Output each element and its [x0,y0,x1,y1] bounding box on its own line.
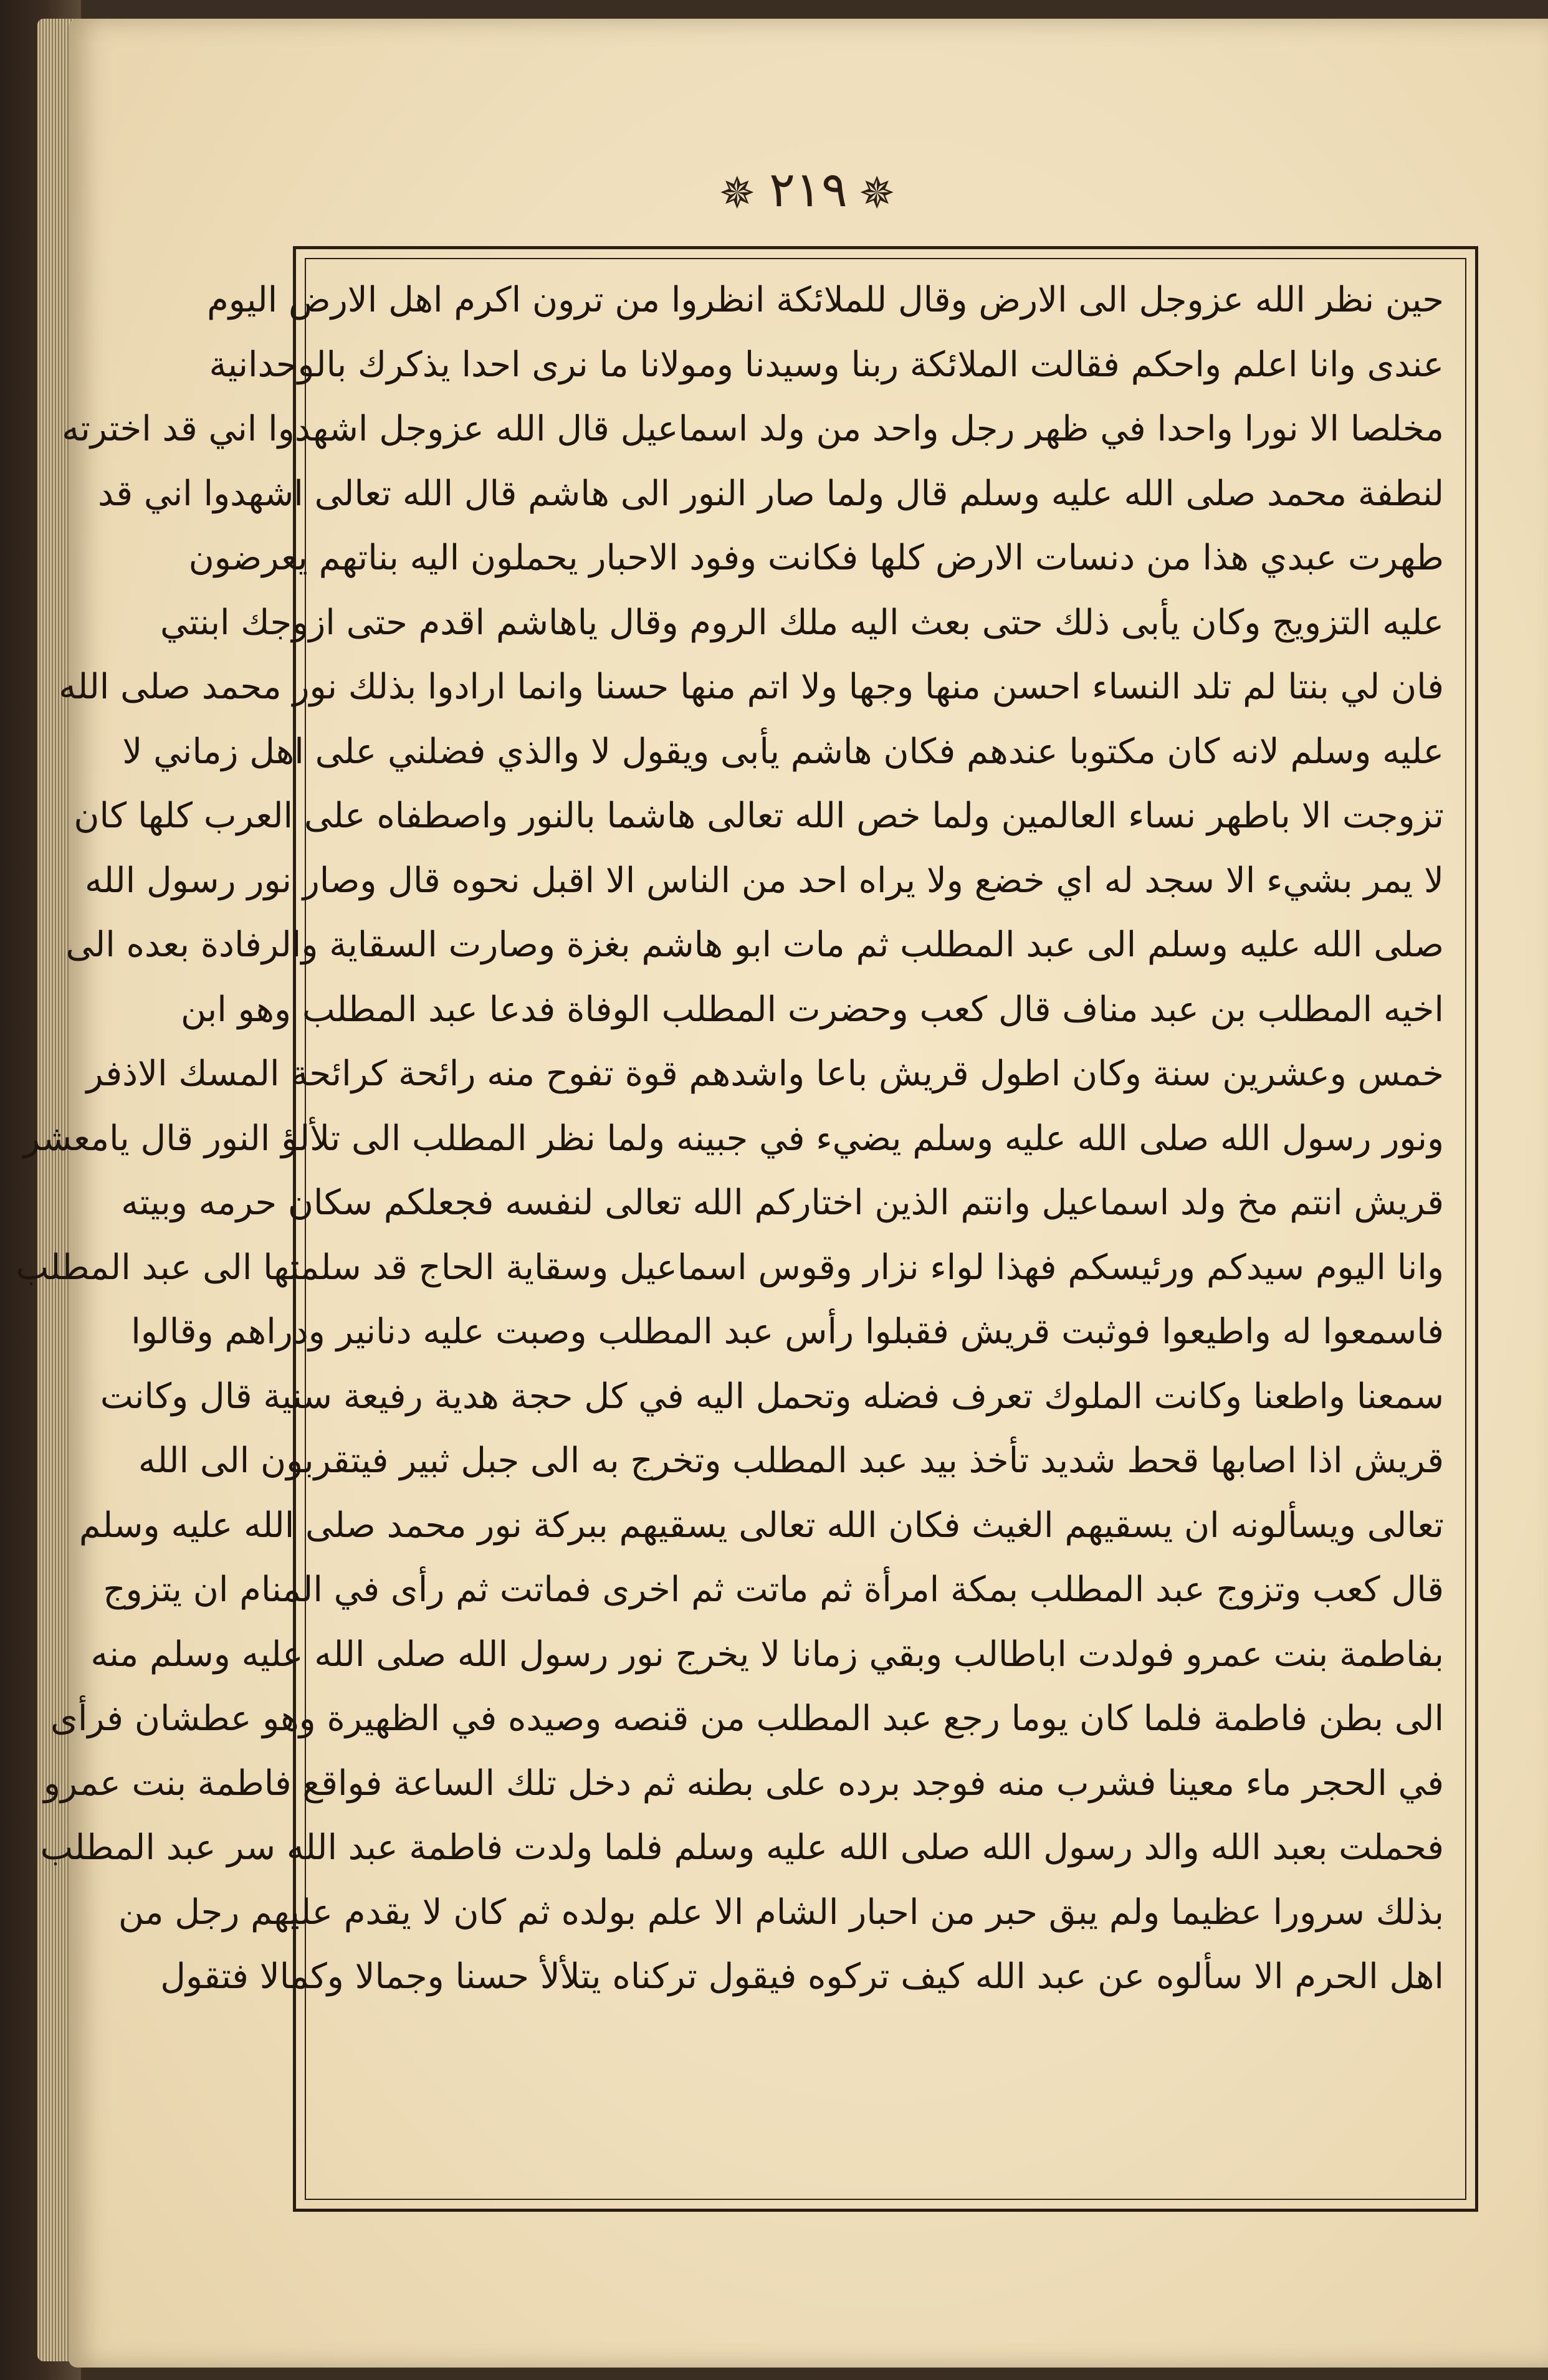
text-line: خمس وعشرين سنة وكان اطول قريش باعا واشدهم قوة تفوح منه رائحة كرائحة المسك الاذفر [86,1054,1444,1094]
book-page [16,19,1548,2368]
text-line: عليه وسلم لانه كان مكتوبا عندهم فكان هاشم يأبى ويقول لا والذي فضلني على اهل زماني لا [122,731,1444,772]
text-frame [16,246,1478,2212]
text-line: قال كعب وتزوج عبد المطلب بمكة امرأة ثم ماتت ثم اخرى فماتت ثم رأى في المنام ان يتزوج [103,1569,1444,1610]
page-number: ٢١٩ [769,162,848,218]
text-line: فاسمعوا له واطيعوا فوثبت قريش فقبلوا رأس عبد المطلب وصبت عليه دنانير ودراهم وقالوا [131,1311,1444,1352]
text-line: فان لي بنتا لم تلد النساء احسن منها وجها ولا اتم منها حسنا وانما ارادوا بذلك نور محمد صلى الله [59,667,1444,707]
text-line: في الحجر ماء معينا فشرب منه فوجد برده على بطنه ثم دخل تلك الساعة فواقع فاطمة بنت عمرو [44,1763,1444,1804]
text-line: اهل الحرم الا سألوه عن عبد الله كيف تركوه فيقول تركناه يتلألأ حسنا وجمالا وكمالا فتقول [160,1956,1444,1997]
text-line: تزوجت الا باطهر نساء العالمين ولما خص الله تعالى هاشما بالنور واصطفاه على العرب كلها كان [74,796,1444,836]
text-line: بفاطمة بنت عمرو فولدت اباطالب وبقي زمانا لا يخرج نور رسول الله صلى الله عليه وسلم منه [90,1634,1444,1675]
text-line: حين نظر الله عزوجل الى الارض وقال للملائكة انظروا من ترون اكرم اهل الارض اليوم [207,280,1444,320]
text-line: قريش اذا اصابها قحط شديد تأخذ بيد عبد المطلب وتخرج به الى جبل ثبير فيتقربون الى الله [138,1440,1444,1481]
text-line: تعالى ويسألونه ان يسقيهم الغيث فكان الله تعالى يسقيهم ببركة نور محمد صلى الله عليه وسلم [79,1505,1444,1546]
text-line: قريش انتم مخ ولد اسماعيل وانتم الذين اختاركم الله تعالى لنفسه فجعلكم سكان حرمه وبيته [121,1183,1444,1223]
text-line: الى بطن فاطمة فلما كان يوما رجع عبد المطلب من قنصه وصيده في الظهيرة وهو عطشان فرأى [50,1698,1444,1739]
page-number-header [69,162,1548,219]
text-line: لا يمر بشيء الا سجد له اي خضع ولا يراه احد من الناس الا اقبل نحوه قال وصار نور رسول الله [85,860,1444,901]
text-line: فحملت بعبد الله والد رسول الله صلى الله عليه وسلم فلما ولدت فاطمة عبد الله سر عبد المطلب [40,1827,1444,1868]
body-text [16,268,1444,2190]
text-line: مخلصا الا نورا واحدا في ظهر رجل واحد من ولد اسماعيل قال الله عزوجل اشهدوا اني قد اخترته [62,409,1444,449]
text-line: بذلك سرورا عظيما ولم يبق حبر من احبار الشام الا علم بولده ثم كان لا يقدم عليهم رجل من [118,1892,1444,1933]
text-line: اخيه المطلب بن عبد مناف قال كعب وحضرت المطلب الوفاة فدعا عبد المطلب وهو ابن [181,989,1444,1030]
text-line: سمعنا واطعنا وكانت الملوك تعرف فضله وتحمل اليه في كل حجة هدية رفيعة سنية قال وكانت [100,1376,1444,1417]
text-line: وانا اليوم سيدكم ورئيسكم فهذا لواء نزار وقوس اسماعيل وسقاية الحاج قد سلمتها الى عبد المطلب [16,1247,1444,1288]
text-line: عندى وانا اعلم واحكم فقالت الملائكة ربنا وسيدنا ومولانا ما نرى احدا يذكرك بالوحدانية [209,344,1444,385]
text-line: عليه التزويج وكان يأبى ذلك حتى بعث اليه ملك الروم وقال ياهاشم اقدم حتى ازوجك ابنتي [160,602,1444,643]
text-line: صلى الله عليه وسلم الى عبد المطلب ثم مات ابو هاشم بغزة وصارت السقاية والرفادة بعده الى [65,925,1444,965]
text-line: طهرت عبدي هذا من دنسات الارض كلها فكانت وفود الاحبار يحملون اليه بناتهم يعرضون [188,538,1444,578]
text-line: ونور رسول الله صلى الله عليه وسلم يضيء في جبينه ولما نظر المطلب الى تلألؤ النور قال يامعشر [23,1118,1444,1159]
left-ornament-icon: ✵ [719,167,758,219]
right-ornament-icon: ✵ [858,167,898,219]
text-line: لنطفة محمد صلى الله عليه وسلم قال ولما صار النور الى هاشم قال الله تعالى اشهدوا اني قد [97,473,1444,514]
